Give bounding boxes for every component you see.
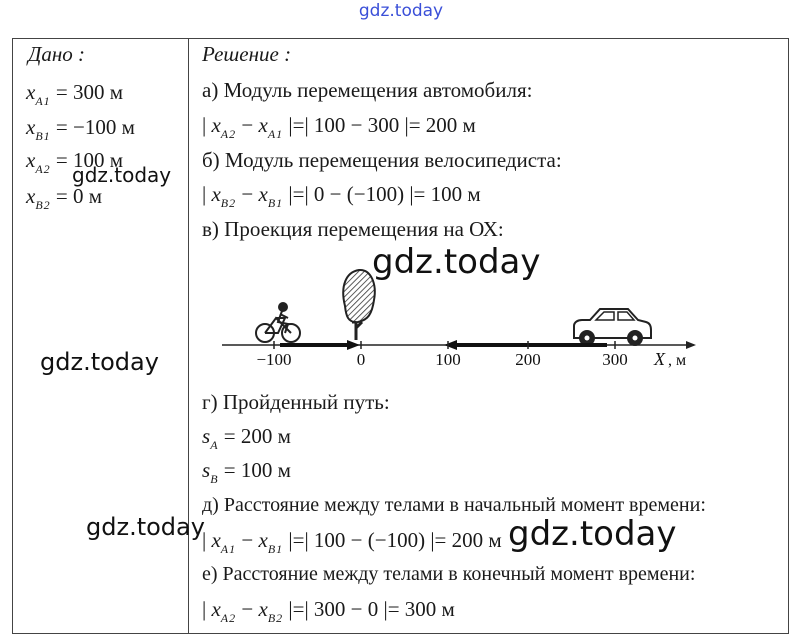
watermark-top: gdz.today <box>358 1 444 21</box>
part-g-sB: $s_B = 100$ м <box>202 458 291 486</box>
axis-variable: X <box>654 349 665 369</box>
given-xB2: $x_{B2} = 0$ м <box>26 184 103 212</box>
solution-header: Решение : <box>202 42 292 66</box>
tick-label-minus100: −100 <box>256 350 292 369</box>
watermark-given: gdz.today <box>72 163 172 187</box>
part-a-label: а) Модуль перемещения автомобиля: <box>202 78 533 102</box>
part-a-formula: | $x_{A2} - x_{A1}$ |=| 100 − 300 |= 200 м <box>202 113 476 141</box>
tick-label-100: 100 <box>435 350 461 369</box>
tree-icon <box>343 270 375 340</box>
given-header: Дано : <box>28 42 86 66</box>
axis-arrowhead <box>686 341 696 349</box>
part-d-label: д) Расстояние между телами в начальный момент времени: <box>202 494 706 516</box>
given-xB1: $x_{B1} = -100$ м <box>26 115 135 143</box>
part-b-formula: | $x_{B2} - x_{B1}$ |=| 0 − (−100) |= 100 м <box>202 182 481 210</box>
part-d-formula: | $x_{A1} - x_{B1}$ |=| 100 − (−100) |= 200 м <box>202 528 502 556</box>
part-g-sA: $s_A = 200$ м <box>202 424 291 452</box>
column-divider <box>188 38 189 634</box>
watermark-bottom-right: gdz.today <box>508 514 677 554</box>
part-g-label: г) Пройденный путь: <box>202 390 390 414</box>
axis-diagram <box>222 266 702 374</box>
part-c-label: в) Проекция перемещения на ОХ: <box>202 217 504 241</box>
given-xA1: $x_{A1} = 300$ м <box>26 80 124 108</box>
part-b-label: б) Модуль перемещения велосипедиста: <box>202 148 562 172</box>
car-icon <box>574 309 651 345</box>
watermark-bottom-left: gdz.today <box>86 513 205 541</box>
watermark-diagram: gdz.today <box>372 242 541 282</box>
tick-label-300: 300 <box>602 350 628 369</box>
tick-label-0: 0 <box>356 350 366 369</box>
given-xA2: $x_{A2} = 100$ м <box>26 148 124 176</box>
bicycle-icon <box>256 303 300 342</box>
axis-unit: , м <box>668 352 687 369</box>
part-e-label: е) Расстояние между телами в конечный момент времени: <box>202 563 696 585</box>
tick-label-200: 200 <box>515 350 541 369</box>
watermark-left: gdz.today <box>40 348 159 376</box>
part-e-formula: | $x_{A2} - x_{B2}$ |=| 300 − 0 |= 300 м <box>202 597 455 625</box>
